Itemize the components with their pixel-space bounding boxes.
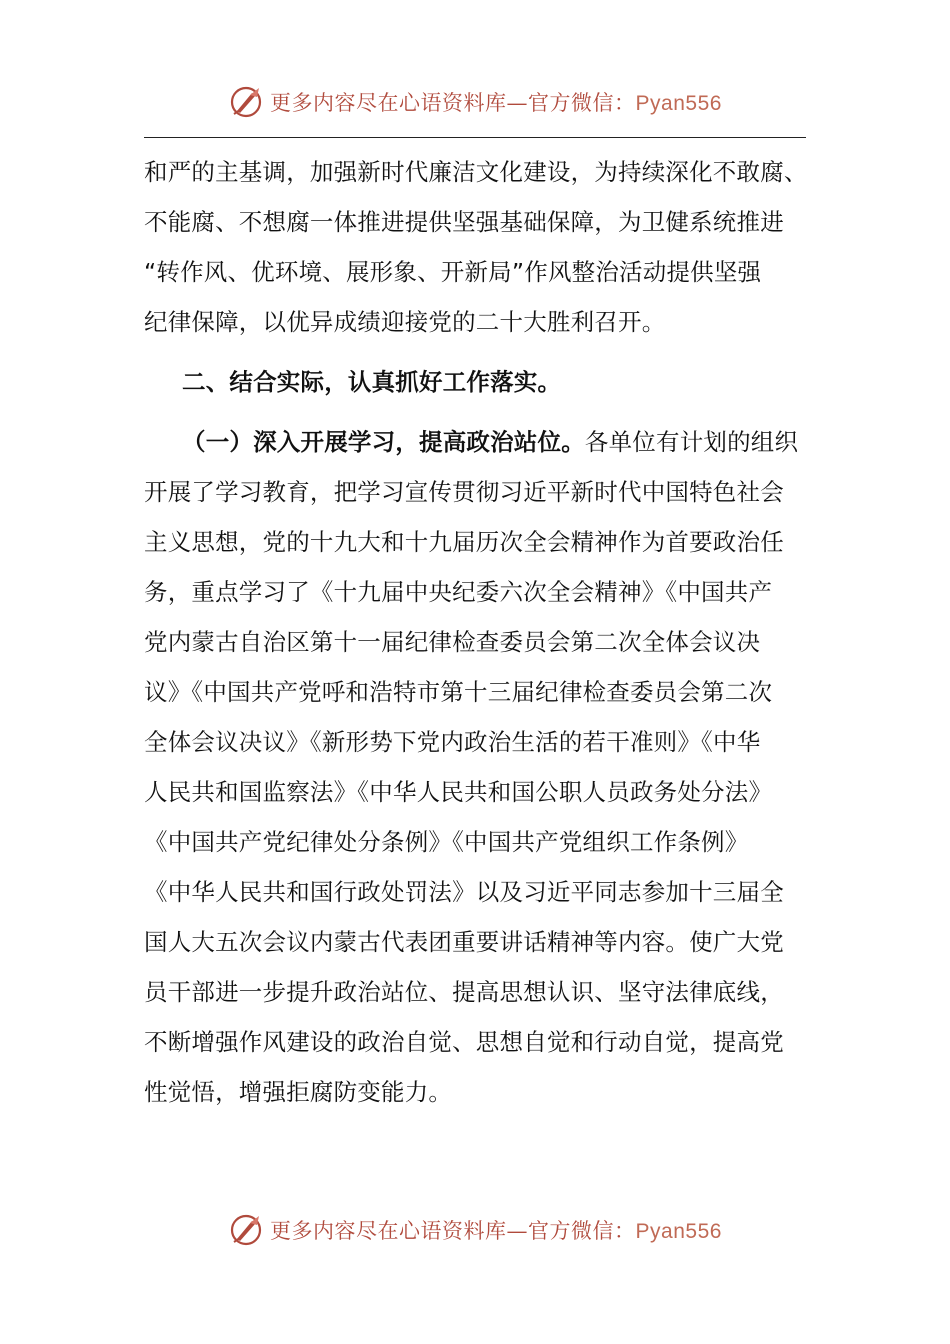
- paragraph-line: 不能腐、不想腐一体推进提供坚强基础保障，为卫健系统推进: [144, 208, 784, 236]
- watermark-text: 更多内容尽在心语资料库—官方微信：Pyan556: [270, 91, 722, 115]
- paragraph-line: 性觉悟，增强拒腐防变能力。: [144, 1078, 453, 1106]
- paragraph-line: 全体会议决议》《新形势下党内政治生活的若干准则》《中华: [144, 728, 761, 756]
- paragraph-line: 主义思想，党的十九大和十九届历次全会精神作为首要政治任: [144, 528, 784, 556]
- header-watermark: [0, 82, 950, 122]
- paragraph-line: 员干部进一步提升政治站位、提高思想认识、坚守法律底线，: [144, 978, 784, 1006]
- footer-watermark: [0, 1210, 950, 1250]
- subsection-first-line: [144, 422, 808, 472]
- quill-logo-icon: [228, 84, 264, 120]
- quill-logo-icon: [228, 1212, 264, 1248]
- paragraph-line: 务，重点学习了《十九届中央纪委六次全会精神》《中国共产: [144, 578, 773, 606]
- header-rule: [144, 137, 806, 138]
- watermark-text: 更多内容尽在心语资料库—官方微信：Pyan556: [270, 1219, 722, 1243]
- paragraph-line: 议》《中国共产党呼和浩特市第十三届纪律检查委员会第二次: [144, 678, 773, 706]
- paragraph-line: 人民共和国监察法》《中华人民共和国公职人员政务处分法》: [144, 778, 773, 806]
- paragraph-line: 不断增强作风建设的政治自觉、思想自觉和行动自觉，提高党: [144, 1028, 784, 1056]
- paragraph-line: 国人大五次会议内蒙古代表团重要讲话精神等内容。使广大党: [144, 928, 784, 956]
- document-body: [144, 152, 808, 1122]
- paragraph-line: 《中华人民共和国行政处罚法》以及习近平同志参加十三届全: [144, 878, 784, 906]
- paragraph-line: 开展了学习教育，把学习宣传贯彻习近平新时代中国特色社会: [144, 478, 784, 506]
- paragraph-line: 纪律保障，以优异成绩迎接党的二十大胜利召开。: [144, 308, 666, 336]
- paragraph-line: 党内蒙古自治区第十一届纪律检查委员会第二次全体会议决: [144, 628, 761, 656]
- paragraph-line: 和严的主基调，加强新时代廉洁文化建设，为持续深化不敢腐、: [144, 158, 808, 186]
- subsection-title: （一）深入开展学习，提高政治站位。: [182, 428, 585, 456]
- paragraph-line: 《中国共产党纪律处分条例》《中国共产党组织工作条例》: [144, 828, 749, 856]
- subsection-first-line-rest: 各单位有计划的组织: [584, 428, 799, 456]
- section-heading: 二、结合实际，认真抓好工作落实。: [182, 368, 562, 396]
- paragraph-line: “转作风、优环境、展形象、开新局”作风整治活动提供坚强: [144, 258, 762, 286]
